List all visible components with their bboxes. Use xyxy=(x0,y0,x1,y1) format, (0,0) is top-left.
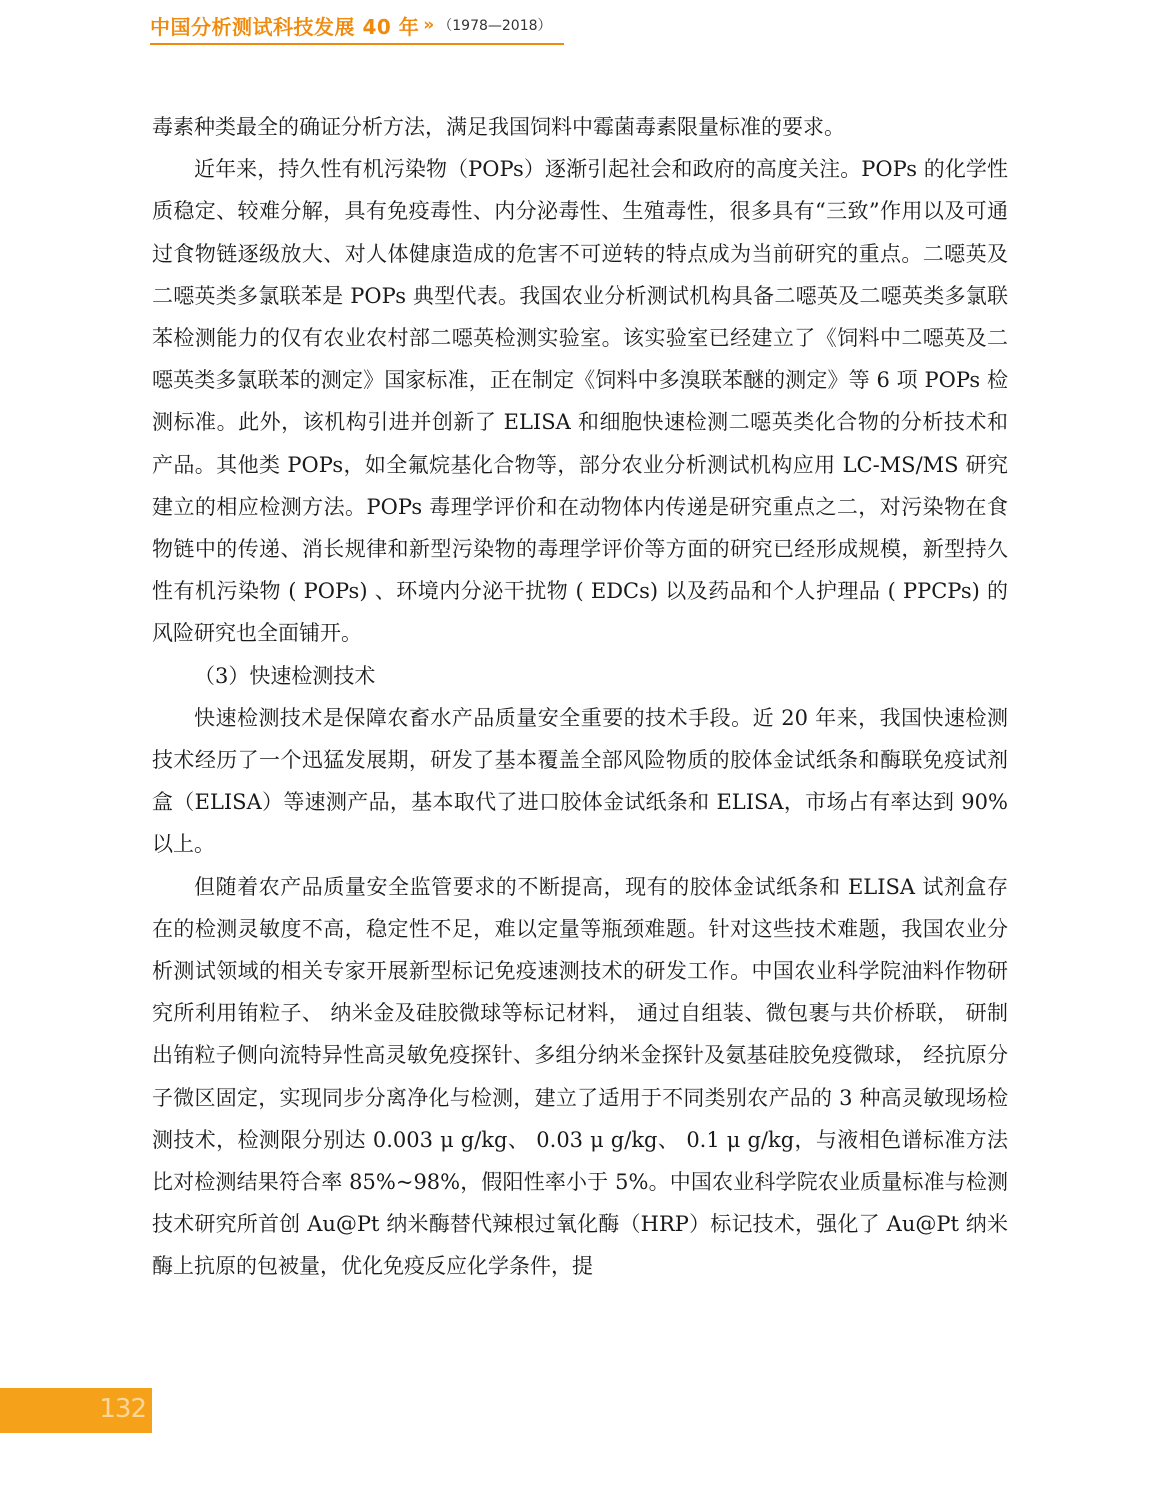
paragraph-continuation: 毒素种类最全的确证分析方法，满足我国饲料中霉菌毒素限量标准的要求。 xyxy=(152,115,845,139)
section-heading: （3）快速检测技术 xyxy=(194,663,376,688)
double-chevron-icon: » xyxy=(423,15,435,35)
page-number-tab xyxy=(0,1388,152,1433)
header-title: 中国分析测试科技发展 40 年 xyxy=(150,14,420,39)
paragraph-new-techniques: 但随着农产品质量安全监管要求的不断提高，现有的胶体金试纸条和 ELISA 试剂盒存在的检测灵敏度不高，稳定性不足，难以定量等瓶颈难题。针对这些技术难题，我国农业分析测试领域的相关专家开展新型标记免疫速测技术的研发工作。中国农业科学院油料作物研究所利用铕粒子、 纳米金及硅胶微球等标记材料， 通过自组装、微包裹与共价桥联， 研制出铕粒子侧向流特异性高灵敏免疫探针、多组分纳米金探针及氨基硅胶免疫微球， 经抗原分子微区固定，实现同步分离净化与检测，建立了适用于不同类别农产品的 3 种高灵敏现场检测技术，检测限分别达 0.003 μ g/kg、 0.03 μ g/kg、 0.1 μ g/kg，与液相色谱标准方法比对检测结果符合率 85%~98%，假阳性率小于 5%。中国农业科学院农业质量标准与检测技术研究所首创 Au@Pt 纳米酶替代辣根过氧化酶（HRP）标记技术，强化了 Au@Pt 纳米酶上抗原的包被量，优化免疫反应化学条件，提 xyxy=(152,874,1008,1279)
running-header xyxy=(150,8,552,42)
body-text xyxy=(152,106,1008,1288)
header-rule xyxy=(150,43,564,45)
paragraph-pops: 近年来，持久性有机污染物（POPs）逐渐引起社会和政府的高度关注。POPs 的化学性质稳定、较难分解，具有免疫毒性、内分泌毒性、生殖毒性，很多具有“三致”作用以及可通过食物链逐级放大、对人体健康造成的危害不可逆转的特点成为当前研究的重点。二噁英及二噁英类多氯联苯是 POPs 典型代表。我国农业分析测试机构具备二噁英及二噁英类多氯联苯检测能力的仅有农业农村部二噁英检测实验室。该实验室已经建立了《饲料中二噁英及二噁英类多氯联苯的测定》国家标准，正在制定《饲料中多溴联苯醚的测定》等 6 项 POPs 检测标准。此外，该机构引进并创新了 ELISA 和细胞快速检测二噁英类化合物的分析技术和产品。其他类 POPs，如全氟烷基化合物等，部分农业分析测试机构应用 LC-MS/MS 研究建立的相应检测方法。POPs 毒理学评价和在动物体内传递是研究重点之二，对污染物在食物链中的传递、消长规律和新型污染物的毒理学评价等方面的研究已经形成规模，新型持久性有机污染物 ( POPs) 、环境内分泌干扰物 ( EDCs) 以及药品和个人护理品 ( PPCPs) 的风险研究也全面铺开。 xyxy=(152,157,1008,646)
page-number: 132 xyxy=(99,1394,146,1424)
header-years: （1978—2018） xyxy=(438,18,552,34)
paragraph-rapid-detection: 快速检测技术是保障农畜水产品质量安全重要的技术手段。近 20 年来，我国快速检测技术经历了一个迅猛发展期，研发了基本覆盖全部风险物质的胶体金试纸条和酶联免疫试剂盒（ELISA）等速测产品，基本取代了进口胶体金试纸条和 ELISA，市场占有率达到 90% 以上。 xyxy=(152,705,1008,857)
